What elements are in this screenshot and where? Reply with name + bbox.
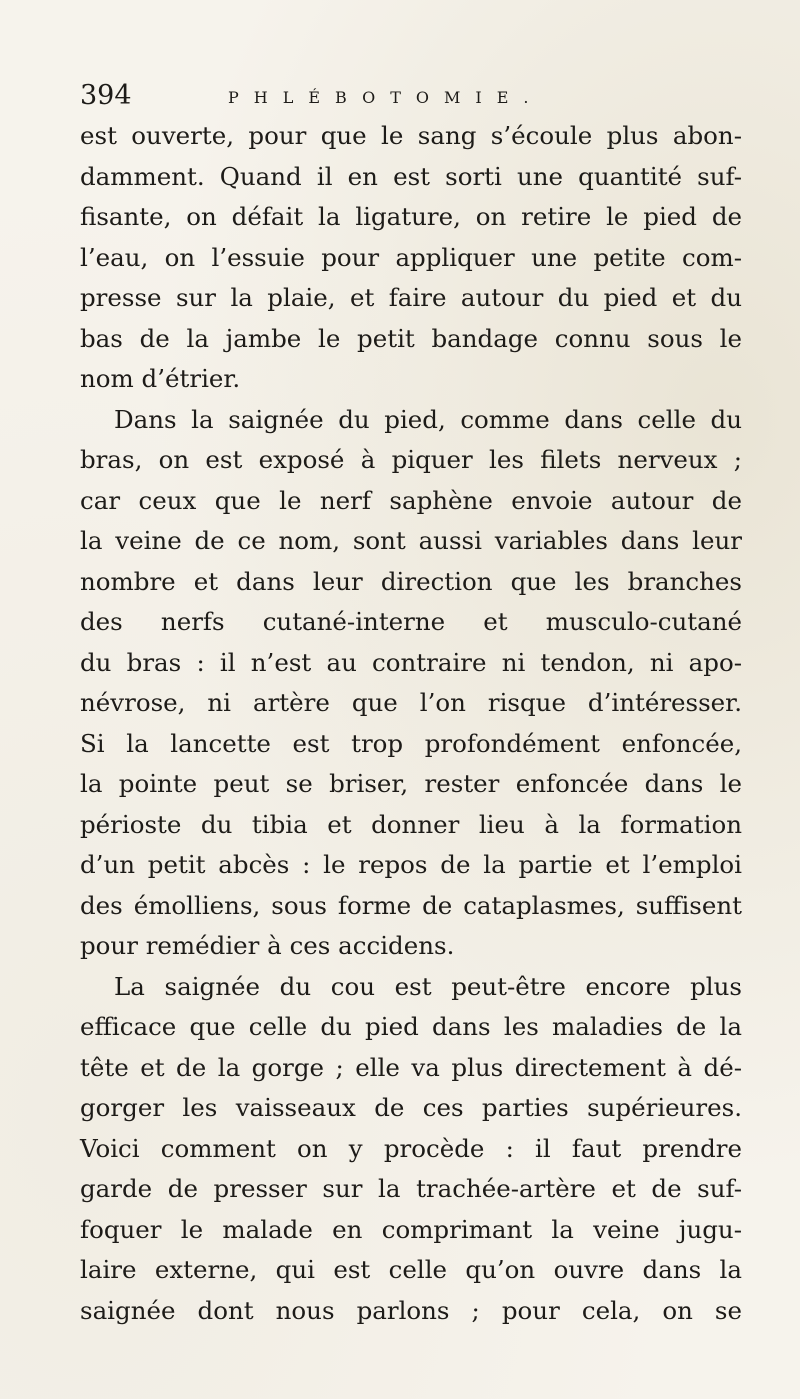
text-line: bras, on est exposé à piquer les filets nerveux ; [80, 445, 742, 474]
text-line: est ouverte, pour que le sang s’écoule plus abon- [80, 121, 742, 150]
text-line: laire externe, qui est celle qu’on ouvre dans la [80, 1255, 742, 1284]
paragraph-start-line: La saignée du cou est peut-être encore plus [114, 971, 742, 1001]
text-line: efficace que celle du pied dans les maladies de la [80, 1012, 742, 1041]
text-line: nombre et dans leur direction que les branches [80, 566, 742, 596]
page-number: 394 [80, 80, 132, 111]
text-line: foquer le malade en comprimant la veine jugu- [80, 1214, 742, 1244]
text-line: Si la lancette est trop profondément enfoncée, [80, 728, 742, 758]
text-line: d’un petit abcès : le repos de la partie et l’emploi [80, 850, 742, 879]
text-line: Voici comment on y procède : il faut prendre [80, 1133, 742, 1163]
page-header [80, 80, 740, 120]
text-line: damment. Quand il en est sorti une quantité suf- [80, 161, 742, 191]
text-line: presse sur la plaie, et faire autour du pied et du [80, 283, 742, 312]
text-line: saignée dont nous parlons ; pour cela, on se [80, 1295, 742, 1325]
text-line: gorger les vaisseaux de ces parties supérieures. [80, 1093, 742, 1122]
running-title: PHLÉBOTOMIE. [228, 88, 544, 107]
text-line: nom d’étrier. [80, 364, 241, 393]
text-line: du bras : il n’est au contraire ni tendon, ni apo- [80, 647, 742, 677]
text-line: fisante, on défait la ligature, on retire le pied de [80, 202, 742, 231]
text-line: périoste du tibia et donner lieu à la formation [80, 809, 742, 839]
text-line: bas de la jambe le petit bandage connu sous le [80, 323, 742, 353]
text-line: la veine de ce nom, sont aussi variables dans leur [80, 526, 742, 555]
text-line: névrose, ni artère que l’on risque d’intéresser. [80, 688, 742, 717]
text-line: tête et de la gorge ; elle va plus directement à dé- [80, 1052, 742, 1082]
text-line: la pointe peut se briser, rester enfoncée dans le [80, 769, 742, 798]
text-line: des nerfs cutané-interne et musculo-cutané [80, 607, 742, 636]
text-line: car ceux que le nerf saphène envoie autour de [80, 485, 742, 515]
body-text [80, 116, 742, 1331]
text-line: des émolliens, sous forme de cataplasmes, suffisent [80, 890, 742, 920]
text-line: pour remédier à ces accidens. [80, 931, 455, 960]
text-line: l’eau, on l’essuie pour appliquer une petite com- [80, 242, 742, 272]
text-line: garde de presser sur la trachée-artère et de suf- [80, 1174, 742, 1203]
paragraph-start-line: Dans la saignée du pied, comme dans celle du [114, 404, 742, 434]
